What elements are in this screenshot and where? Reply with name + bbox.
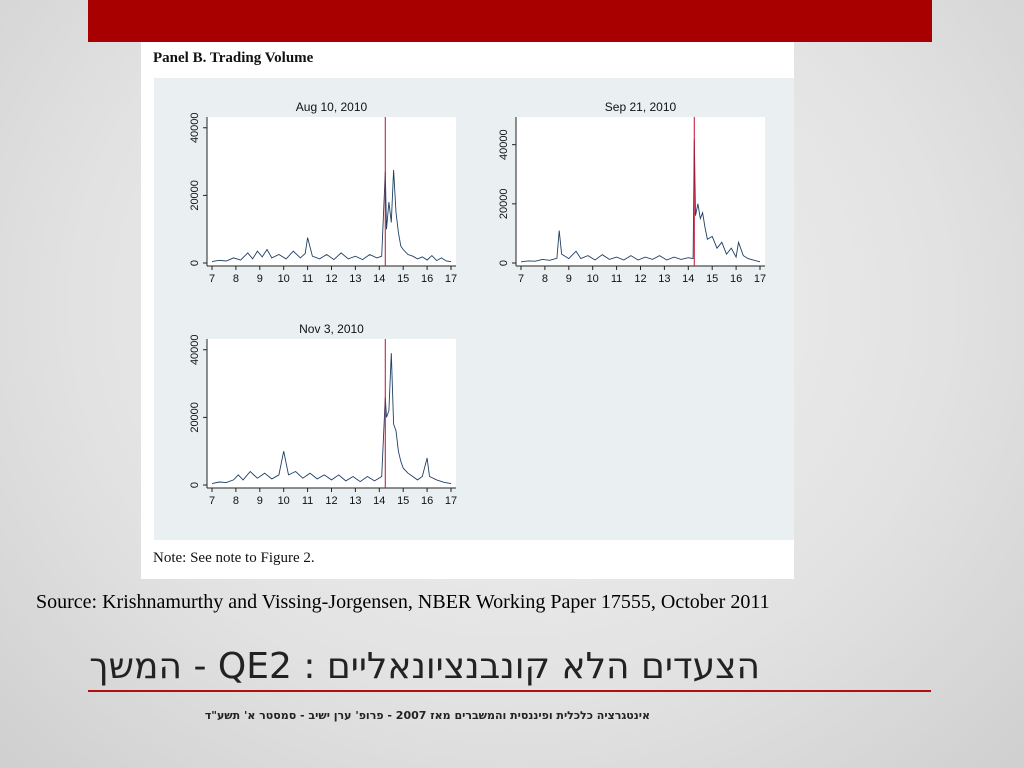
y-tick-label: 0 [189,481,201,489]
slide-footer: אינטגרציה כלכלית ופיננסית והמשברים מאז 2007 - פרופ' ערן ישיב - סמסטר א' תשע"ד [204,709,650,722]
x-tick-label: 10 [277,495,290,507]
x-tick-label: 15 [397,273,410,285]
figure-note: Note: See note to Figure 2. [153,550,315,566]
y-tick-label: 20000 [498,188,510,220]
x-tick-label: 11 [301,495,314,507]
x-tick-label: 10 [586,273,599,285]
y-tick-label: 20000 [189,402,201,433]
chart-3-title: Nov 3, 2010 [299,322,364,336]
x-tick-label: 16 [420,273,434,285]
y-tick-label: 0 [498,259,510,267]
plot-area [154,78,794,540]
y-tick-label: 40000 [498,129,510,160]
x-tick-label: 14 [682,273,695,285]
x-tick-label: 8 [232,273,239,285]
x-tick-label: 14 [373,495,386,507]
x-tick-label: 9 [256,273,263,285]
x-tick-label: 17 [444,495,458,507]
x-tick-label: 15 [706,273,719,285]
chart-2-title: Sep 21, 2010 [604,100,677,114]
x-tick-label: 8 [232,495,239,507]
x-tick-label: 12 [325,495,338,507]
y-tick-label: 40000 [189,334,201,366]
chart-1-title: Aug 10, 2010 [295,100,368,114]
x-tick-label: 10 [277,273,290,285]
x-tick-label: 9 [256,495,263,507]
x-tick-label: 11 [301,273,314,285]
panel-title: Panel B. Trading Volume [153,50,314,66]
x-tick-label: 11 [610,273,623,285]
x-tick-label: 12 [634,273,647,285]
x-tick-label: 17 [444,273,458,285]
x-tick-label: 13 [658,273,671,285]
x-tick-label: 7 [517,273,525,285]
header-accent-bar [88,0,932,42]
x-tick-label: 15 [397,495,410,507]
x-tick-label: 7 [208,273,216,285]
slide-title: הצעדים הלא קונבנציונאליים : QE2 - המשך [89,646,760,687]
x-tick-label: 16 [729,273,743,285]
x-tick-label: 16 [420,495,434,507]
y-tick-label: 20000 [189,180,201,211]
x-tick-label: 7 [208,495,216,507]
y-tick-label: 0 [189,259,201,267]
source-citation: Source: Krishnamurthy and Vissing-Jorgensen, NBER Working Paper 17555, October 2011 [36,591,770,613]
y-tick-label: 40000 [189,112,201,144]
x-tick-label: 12 [325,273,338,285]
x-tick-label: 17 [753,273,767,285]
x-tick-label: 8 [541,273,548,285]
x-tick-label: 13 [349,495,362,507]
x-tick-label: 9 [565,273,572,285]
title-underline [88,690,931,692]
x-tick-label: 14 [373,273,386,285]
x-tick-label: 13 [349,273,362,285]
